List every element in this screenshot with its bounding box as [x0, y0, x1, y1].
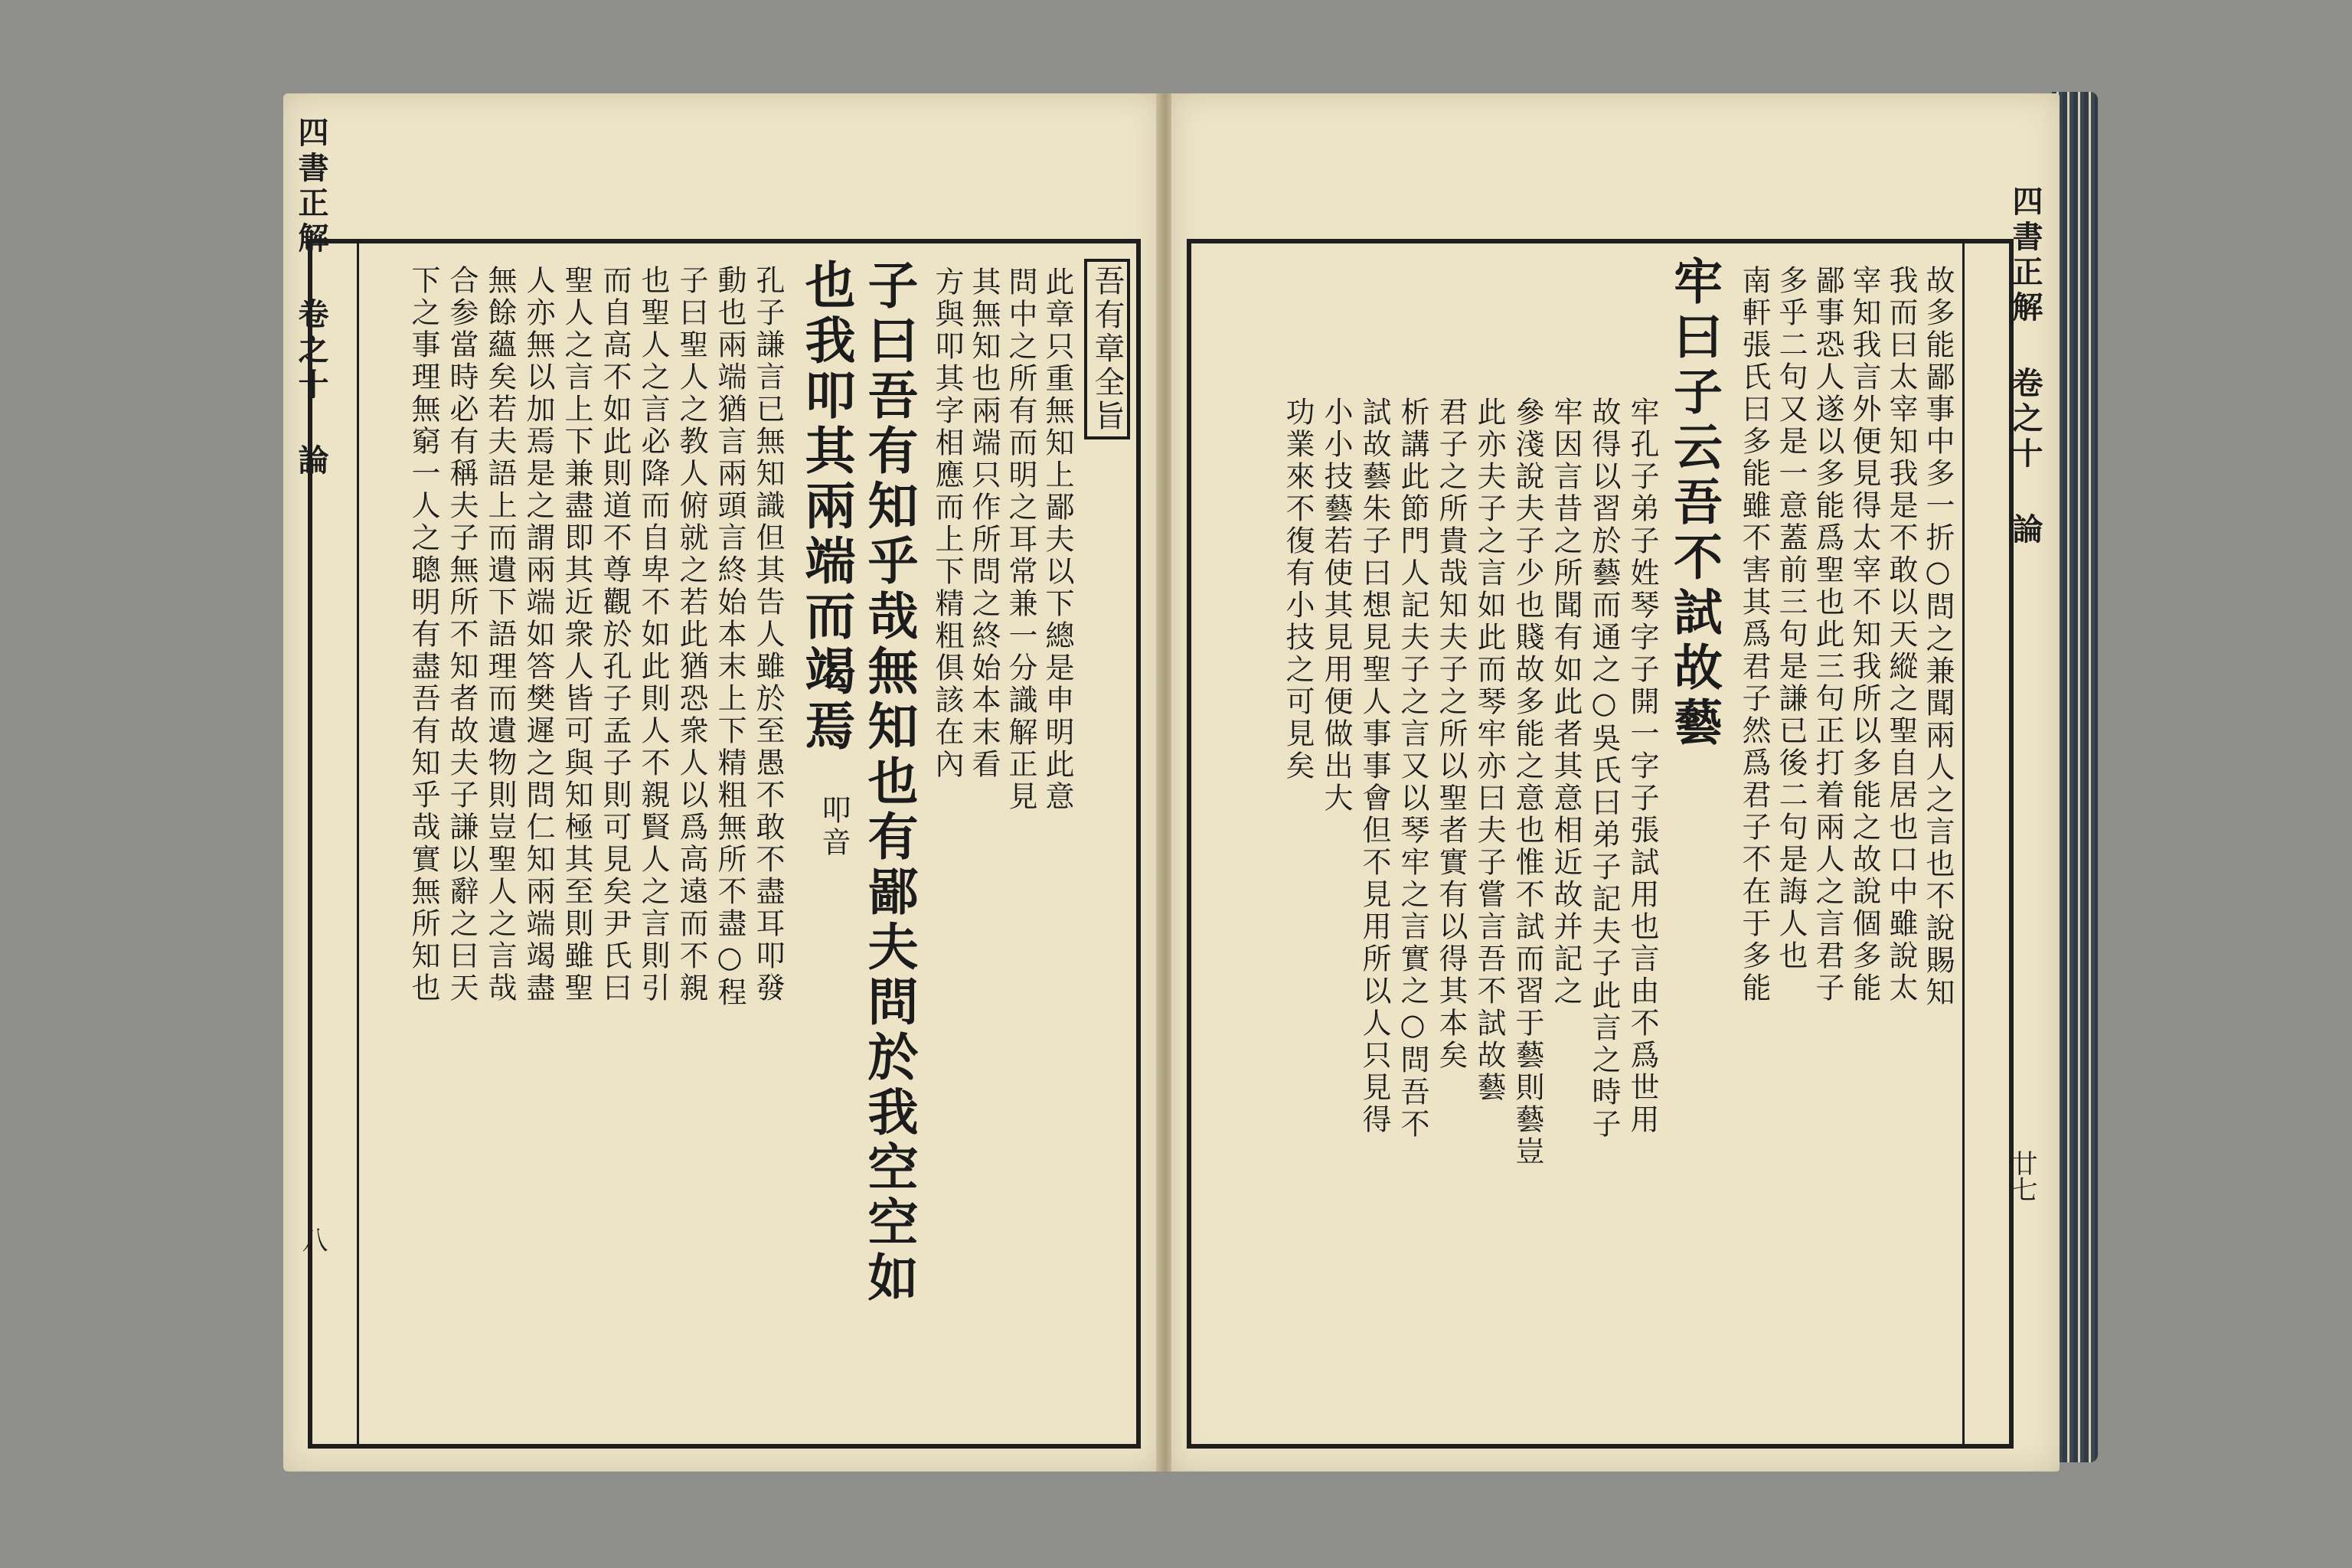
- commentary-col-top-2: 問中之所有而明之耳常兼一分識解正見: [1004, 266, 1037, 813]
- commentary-col: 孔子謙言已無知識但其告人雖於至愚不敢不盡耳叩發: [751, 265, 785, 1004]
- continuation-col: 故多能鄙事中多一折○問之兼聞兩人之言也不說賜知: [1921, 265, 1955, 1009]
- commentary-col-top-4: 方與叩其字相應而上下精粗俱該在內: [930, 266, 964, 781]
- left-folio: 八: [297, 1227, 328, 1253]
- right-margin-title: 四書正解 卷之十 論: [2007, 185, 2043, 548]
- commentary-col: 故得以習於藝而通之○吳氏曰弟子記夫子此言之時子: [1587, 397, 1621, 1141]
- commentary-col: 而自高不如此則道不尊觀於孔子孟子則可見矣尹氏曰: [598, 265, 632, 1004]
- commentary-col: 牢孔子弟子姓琴字子開一字子張試用也言由不爲世用: [1625, 397, 1659, 1136]
- commentary-col: 下之事理無窮一人之聰明有盡吾有知乎哉實無所知也: [407, 265, 440, 1004]
- commentary-col: 功業來不復有小技之可見矣: [1281, 397, 1315, 782]
- main-text-col-2: 也我叩其兩端而竭焉: [796, 259, 856, 755]
- section-heading: 牢曰子云吾不試故藝: [1665, 256, 1723, 752]
- commentary-col: 也聖人之言必降而自卑不如此則人不親賢人之言則引: [636, 265, 670, 1004]
- left-page: [283, 93, 1160, 1472]
- continuation-col: 南軒張氏曰多能雖不害其爲君子然爲君子不在于多能: [1737, 265, 1771, 1004]
- commentary-col: 此亦夫子之言如此而琴牢亦曰夫子嘗言吾不試故藝: [1472, 397, 1506, 1104]
- left-margin-title: 四書正解 卷之十 論: [293, 116, 329, 479]
- continuation-col: 鄙事恐人遂以多能爲聖也此三句正打着兩人之言君子: [1811, 265, 1844, 1004]
- commentary-col: 無餘蘊矣若夫語上而遺下語理而遺物則豈聖人之言哉: [483, 265, 517, 1004]
- right-frame-rule: [1962, 243, 1965, 1444]
- left-frame-rule: [357, 243, 359, 1444]
- commentary-col: 聖人之言上下兼盡即其近衆人皆可與知極其至則雖聖: [560, 265, 593, 1004]
- commentary-col-top-3: 其無知也兩端只作所問之終始本末看: [967, 266, 1001, 781]
- open-book: [268, 84, 2098, 1478]
- commentary-col: 合参當時必有稱夫子無所不知者故夫子謙以辭之曰天: [445, 265, 479, 1004]
- main-text-col-1: 子曰吾有知乎哉無知也有鄙夫問於我空空如: [859, 259, 919, 1306]
- right-page: [1171, 93, 2060, 1472]
- continuation-col: 多乎二句又是一意蓋前三句是謙已後二句是誨人也: [1774, 265, 1808, 972]
- commentary-col-top-1: 此章只重無知上鄙夫以下總是申明此意: [1040, 266, 1074, 813]
- left-text-frame: [308, 239, 1141, 1449]
- commentary-col: 試故藝朱子曰想見聖人事事會但不見用所以人只見得: [1357, 397, 1391, 1136]
- reading-note: 叩音: [817, 795, 851, 859]
- commentary-col: 牢因言昔之所聞有如此者其意相近故并記之: [1549, 397, 1583, 1008]
- right-folio: 廿七: [2007, 1150, 2037, 1202]
- commentary-col: 子曰聖人之教人俯就之若此猶恐衆人以爲高遠而不親: [675, 265, 708, 1004]
- commentary-col: 人亦無以加焉是之謂兩端如答樊遲之問仁知兩端竭盡: [521, 265, 555, 1004]
- commentary-col: 君子之所貴哉知夫子之所以聖者實有以得其本矣: [1434, 397, 1468, 1072]
- commentary-col: 小小技藝若使其見用便做出大: [1319, 397, 1353, 815]
- chapter-box: 吾有章全旨: [1084, 259, 1130, 439]
- commentary-col: 參淺說夫子少也賤故多能之意也惟不試而習于藝則藝豈: [1511, 397, 1544, 1168]
- continuation-col: 宰知我言外便見得太宰不知我所以多能之故說個多能: [1847, 265, 1881, 1004]
- commentary-col: 動也兩端猶言兩頭言終始本末上下精粗無所不盡○程: [713, 265, 746, 1009]
- right-text-frame: [1187, 239, 2014, 1449]
- commentary-col: 析講此節門人記夫子之言又以琴牢之言實之○問吾不: [1396, 397, 1429, 1141]
- continuation-col: 我而曰太宰知我是不敢以天縱之聖自居也口中雖說太: [1884, 265, 1918, 1004]
